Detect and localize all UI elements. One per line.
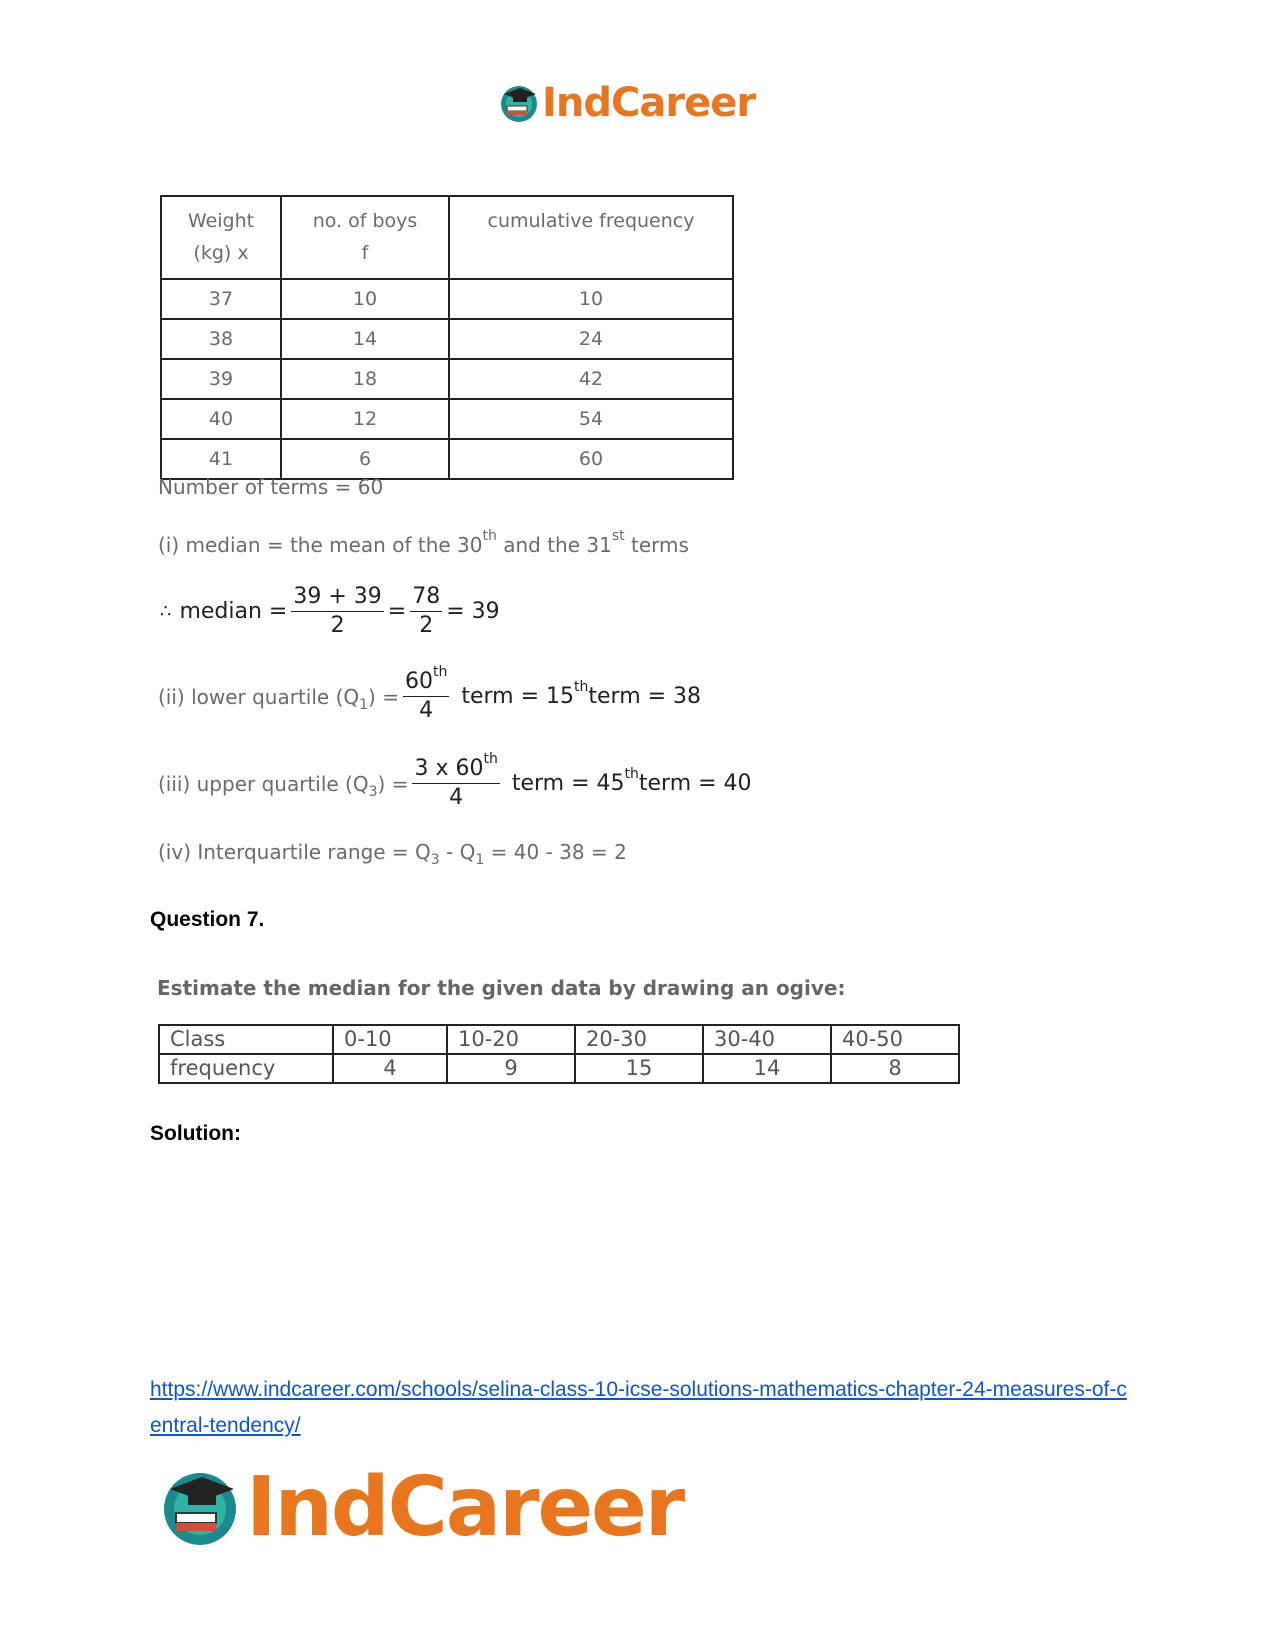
- fraction: $\frac{39 + 39}{2}$: [293, 584, 382, 638]
- table-row: 40 12 54: [161, 399, 733, 439]
- table-row: 39 18 42: [161, 359, 733, 399]
- weight-frequency-table: [160, 195, 734, 480]
- solution-label: Solution:: [150, 1122, 241, 1145]
- logo-text: IndCareer: [246, 1459, 684, 1555]
- source-url-link[interactable]: https://www.indcareer.com/schools/selina-class-10-icse-solutions-mathematics-chapter-24-measures-of-central-tendency/: [150, 1378, 1127, 1437]
- median-calculation: ∴ median = $\frac{39 + 39}{2}$ = $\frac{78}{2}$ = 39: [160, 584, 500, 638]
- table-row: frequency 4 9 15 14 8: [159, 1054, 959, 1083]
- question-prompt: Estimate the median for the given data by drawing an ogive:: [157, 976, 846, 1000]
- class-frequency-table: [158, 1024, 960, 1084]
- fraction: $\frac{78}{2}$: [412, 584, 441, 638]
- graduation-cap-icon: [498, 82, 540, 124]
- indcareer-logo-top: [498, 78, 755, 128]
- table-header-row: [161, 196, 733, 279]
- table-row: 38 14 24: [161, 319, 733, 359]
- header-no-of-boys: no. of boys f: [281, 196, 449, 279]
- header-cumulative-frequency: cumulative frequency: [449, 196, 733, 279]
- interquartile-range: (iv) Interquartile range = $Q_3 - Q_1 = 40 - 38 = 2$: [158, 840, 627, 868]
- number-of-terms: Number of terms = 60: [158, 475, 384, 499]
- fraction: $\frac{60^{th}}{4}$: [404, 663, 448, 723]
- table-row: 37 10 10: [161, 279, 733, 319]
- upper-quartile-line: (iii) upper quartile $(Q_3)$ = $\frac{3 x 60^{th}}{4}$ term = 45thterm = 40: [158, 750, 752, 810]
- median-statement: (i) median = the mean of the 30th and the 31st terms: [158, 528, 689, 557]
- question-title: Question 7.: [150, 908, 265, 931]
- indcareer-logo-bottom: [158, 1459, 684, 1555]
- lower-quartile-line: (ii) lower quartile $(Q_1)$ = $\frac{60^{th}}{4}$ term = 15thterm = 38: [158, 663, 702, 723]
- table-row: Class 0-10 10-20 20-30 30-40 40-50: [159, 1025, 959, 1054]
- fraction: $\frac{3 x 60^{th}}{4}$: [414, 750, 498, 810]
- graduation-cap-icon: [158, 1465, 242, 1549]
- logo-text: IndCareer: [542, 80, 756, 126]
- header-weight: Weight (kg) x: [161, 196, 281, 279]
- table-row: 41 6 60: [161, 439, 733, 479]
